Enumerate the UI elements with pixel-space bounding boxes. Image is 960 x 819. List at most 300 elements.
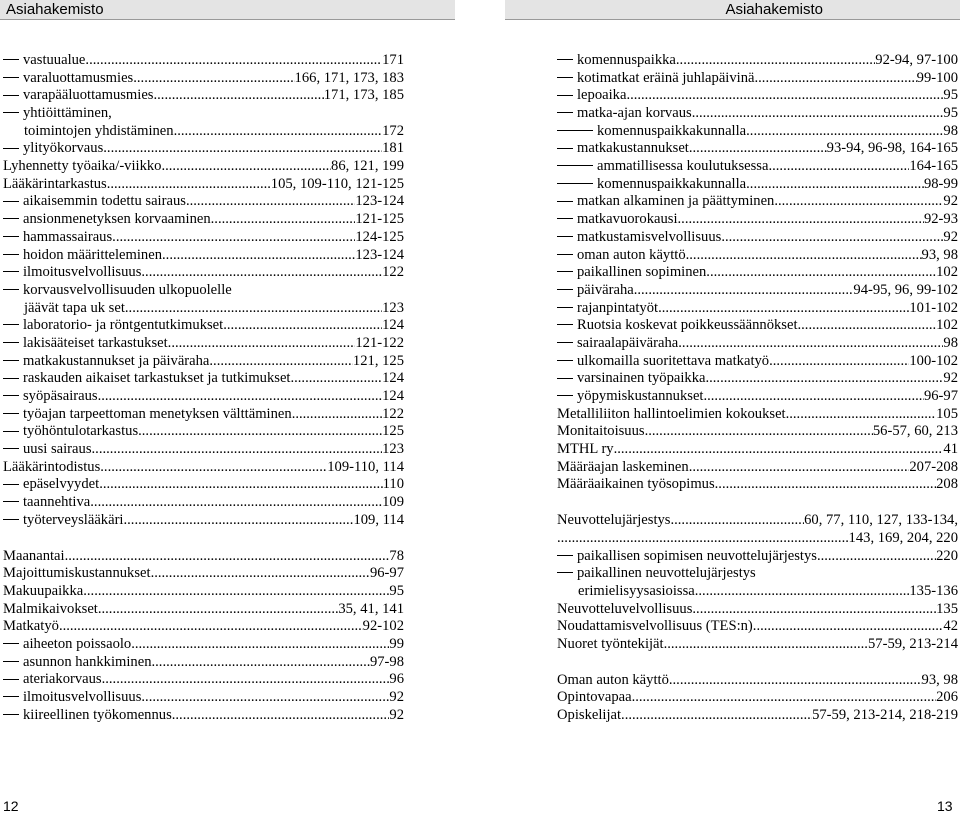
dot-leader xyxy=(621,707,812,725)
index-term xyxy=(557,353,769,371)
index-term-text: komennuspaikkakunnalla xyxy=(597,175,747,192)
subentry-dash xyxy=(3,643,19,644)
index-entry xyxy=(3,512,404,530)
index-entry xyxy=(557,477,958,495)
index-term xyxy=(3,654,152,672)
index-entry xyxy=(557,70,958,88)
index-term xyxy=(557,70,755,88)
index-page-ref: 101-102 xyxy=(909,299,958,316)
index-entry xyxy=(3,459,404,477)
index-term-text: MTHL ry xyxy=(557,441,614,458)
index-page-ref: 121, 125 xyxy=(352,352,404,369)
index-entry xyxy=(557,672,958,690)
index-entry xyxy=(557,636,958,654)
dot-leader xyxy=(669,672,922,690)
index-page-ref: 124-125 xyxy=(355,228,404,245)
index-page-ref: 97-98 xyxy=(369,653,404,670)
index-page-ref: 56-57, 60, 213 xyxy=(872,423,958,440)
index-entry xyxy=(557,229,958,247)
subentry-dash xyxy=(3,431,19,432)
dot-leader xyxy=(98,388,383,406)
subentry-dash xyxy=(557,324,573,325)
dot-leader xyxy=(172,707,390,725)
index-page-ref: 123-124 xyxy=(355,246,404,263)
index-entry xyxy=(557,565,958,583)
right-index-column xyxy=(557,52,958,725)
subentry-dash xyxy=(557,271,573,272)
index-entry xyxy=(557,423,958,441)
dot-leader xyxy=(557,530,849,548)
index-page-ref: 123 xyxy=(382,441,404,458)
subentry-dash xyxy=(557,289,573,290)
index-page-ref: 41 xyxy=(943,441,958,458)
subentry-dash xyxy=(557,572,573,573)
index-page-ref: 181 xyxy=(382,140,404,157)
index-page-ref: 42 xyxy=(943,618,958,635)
index-term xyxy=(3,52,85,70)
index-term-text: Majoittumiskustannukset xyxy=(3,565,151,582)
index-term xyxy=(557,459,689,477)
index-entry xyxy=(3,601,404,619)
index-term xyxy=(3,317,223,335)
index-term-text: kotimatkat eräinä juhlapäivinä xyxy=(577,69,755,86)
index-page-ref: 57-59, 213-214, 218-219 xyxy=(812,707,958,724)
index-page-ref: 95 xyxy=(389,582,404,599)
index-entry xyxy=(3,406,404,424)
index-term-text: paikallinen neuvottelujärjestys xyxy=(577,565,756,582)
index-term-text: Matkatyö xyxy=(3,618,59,635)
index-term-text: työajan tarpeettoman menetyksen välttäminen xyxy=(23,405,292,422)
right-header-title: Asiahakemisto xyxy=(725,1,823,18)
index-term xyxy=(557,388,703,406)
index-entry xyxy=(557,618,958,636)
index-term-text: Noudattamisvelvollisuus (TES:n) xyxy=(557,618,753,635)
dot-leader xyxy=(124,512,354,530)
index-entry xyxy=(557,282,958,300)
index-term xyxy=(557,548,817,566)
dot-leader xyxy=(168,335,356,353)
index-page-ref: 110 xyxy=(382,476,404,493)
subentry-dash xyxy=(557,183,593,184)
index-entry xyxy=(3,70,404,88)
index-entry xyxy=(3,618,404,636)
index-page-ref: 164-165 xyxy=(909,158,958,175)
index-term xyxy=(557,601,692,619)
dot-leader xyxy=(138,423,382,441)
subentry-dash xyxy=(557,307,573,308)
index-page-ref: 95 xyxy=(943,87,958,104)
index-term-text: matka-ajan korvaus xyxy=(577,105,692,122)
dot-leader xyxy=(90,494,382,512)
index-term xyxy=(557,123,746,141)
index-entry xyxy=(557,158,958,176)
index-term xyxy=(3,335,168,353)
subentry-dash xyxy=(3,236,19,237)
dot-leader xyxy=(634,282,854,300)
right-header-rule xyxy=(505,19,960,20)
index-entry xyxy=(3,211,404,229)
index-term xyxy=(557,247,686,265)
index-term-text: korvausvelvollisuuden ulkopuolelle xyxy=(23,281,232,298)
index-page-ref: 96-97 xyxy=(369,565,404,582)
index-entry xyxy=(557,353,958,371)
dot-leader xyxy=(695,583,910,601)
subentry-dash xyxy=(3,395,19,396)
index-term-text: erimielisyysasioissa xyxy=(578,582,695,599)
dot-leader xyxy=(290,370,382,388)
dot-leader xyxy=(83,583,389,601)
subentry-dash xyxy=(3,378,19,379)
index-term xyxy=(3,140,103,158)
index-term xyxy=(3,87,154,105)
subentry-dash xyxy=(3,289,19,290)
index-page-ref: 206 xyxy=(936,689,958,706)
index-term xyxy=(557,583,695,601)
index-term-text: komennuspaikka xyxy=(577,51,676,68)
index-entry xyxy=(557,176,958,194)
index-term xyxy=(557,335,678,353)
index-page-ref: 121-125 xyxy=(355,211,404,228)
dot-leader xyxy=(98,601,338,619)
index-term-text: ilmoitusvelvollisuus xyxy=(23,689,142,706)
index-entry xyxy=(3,87,404,105)
index-entry xyxy=(3,140,404,158)
index-term xyxy=(557,52,676,70)
subentry-dash xyxy=(557,360,573,361)
index-entry xyxy=(3,654,404,672)
index-term xyxy=(557,406,786,424)
subentry-dash xyxy=(557,395,573,396)
dot-leader xyxy=(746,176,924,194)
dot-leader xyxy=(186,193,355,211)
index-page-ref: 122 xyxy=(382,405,404,422)
index-term-text: toimintojen yhdistäminen xyxy=(24,122,174,139)
dot-leader xyxy=(689,140,827,158)
index-page-ref: 99-100 xyxy=(916,69,958,86)
index-term xyxy=(557,565,756,583)
dot-leader xyxy=(162,247,355,265)
index-page-ref: 207-208 xyxy=(909,458,958,475)
subentry-dash xyxy=(3,413,19,414)
index-page-ref: 98 xyxy=(943,334,958,351)
index-term xyxy=(557,618,753,636)
subentry-dash xyxy=(3,201,19,202)
index-term-text: Monitaitoisuus xyxy=(557,423,645,440)
index-term-text: Nuoret työntekijät xyxy=(557,635,664,652)
index-page-ref: 92 xyxy=(943,370,958,387)
index-term-text: Malmikaivokset xyxy=(3,600,98,617)
dot-leader xyxy=(65,548,390,566)
index-entry xyxy=(3,282,404,300)
index-term-text: matkakustannukset xyxy=(577,140,689,157)
index-term-text: työhöntulotarkastus xyxy=(23,423,139,440)
index-term xyxy=(557,370,705,388)
index-term xyxy=(557,672,669,690)
subentry-dash xyxy=(3,271,19,272)
index-entry xyxy=(3,494,404,512)
subentry-dash xyxy=(3,95,19,96)
index-term xyxy=(557,423,645,441)
dot-leader xyxy=(692,601,936,619)
index-entry xyxy=(3,689,404,707)
dot-leader xyxy=(211,211,356,229)
index-term xyxy=(557,636,664,654)
index-page-ref: 60, 77, 110, 127, 133-134, xyxy=(804,512,958,529)
index-entry xyxy=(557,317,958,335)
index-term xyxy=(3,264,141,282)
index-page-ref: 105 xyxy=(936,405,958,422)
left-header-rule xyxy=(0,19,455,20)
dot-leader xyxy=(786,406,937,424)
left-header-title: Asiahakemisto xyxy=(6,1,104,18)
subentry-dash xyxy=(557,59,573,60)
subentry-dash xyxy=(557,201,573,202)
index-page-ref: 78 xyxy=(389,547,404,564)
index-entry xyxy=(3,247,404,265)
index-page-ref: 171 xyxy=(382,51,404,68)
index-entry xyxy=(3,229,404,247)
index-term-text: työterveyslääkäri xyxy=(23,511,124,528)
index-term xyxy=(3,176,107,194)
index-entry xyxy=(557,300,958,318)
index-term xyxy=(3,459,100,477)
index-page-ref: 105, 109-110, 121-125 xyxy=(270,175,404,192)
index-term xyxy=(3,388,98,406)
index-term xyxy=(557,87,626,105)
dot-leader xyxy=(676,52,875,70)
index-page-ref: 92-94, 97-100 xyxy=(875,51,958,68)
index-page-ref: 124 xyxy=(382,370,404,387)
index-term-text: matkavuorokausi xyxy=(577,211,678,228)
index-term-text: matkan alkaminen ja päättyminen xyxy=(577,193,775,210)
index-term xyxy=(3,441,92,459)
dot-leader xyxy=(99,476,382,494)
index-term-text: Ruotsia koskevat poikkeussäännökset xyxy=(577,317,798,334)
index-term-text: Määräaikainen työsopimus xyxy=(557,476,715,493)
index-entry xyxy=(557,459,958,477)
index-entry xyxy=(3,264,404,282)
subentry-dash xyxy=(3,696,19,697)
index-entry xyxy=(557,388,958,406)
subentry-dash xyxy=(3,484,19,485)
dot-leader xyxy=(174,123,383,141)
dot-leader xyxy=(705,370,943,388)
index-term xyxy=(3,618,59,636)
dot-leader xyxy=(125,300,382,318)
dot-leader xyxy=(131,636,389,654)
index-term-text: Oman auton käyttö xyxy=(557,671,669,688)
dot-leader xyxy=(292,406,382,424)
index-entry xyxy=(557,370,958,388)
subentry-dash xyxy=(557,95,573,96)
index-page-ref: 172 xyxy=(382,122,404,139)
index-term-text: varsinainen työpaikka xyxy=(577,370,706,387)
dot-leader xyxy=(223,317,382,335)
subentry-dash xyxy=(557,236,573,237)
index-entry xyxy=(557,335,958,353)
dot-leader xyxy=(161,158,331,176)
dot-leader xyxy=(658,300,909,318)
index-term-text: Opiskelijat xyxy=(557,707,622,724)
index-page-ref: 125 xyxy=(382,423,404,440)
index-term-text: syöpäsairaus xyxy=(23,388,98,405)
index-entry xyxy=(3,335,404,353)
index-term-text: ateriakorvaus xyxy=(23,671,102,688)
left-page-number: 12 xyxy=(3,798,19,814)
index-entry xyxy=(557,123,958,141)
index-term xyxy=(557,176,746,194)
subentry-dash xyxy=(3,218,19,219)
index-term-text: yhtiöittäminen, xyxy=(23,105,112,122)
dot-leader xyxy=(686,247,922,265)
index-entry xyxy=(3,583,404,601)
index-term xyxy=(557,229,721,247)
index-term-text: raskauden aikaiset tarkastukset ja tutkimukset xyxy=(23,370,291,387)
index-entry xyxy=(3,317,404,335)
dot-leader xyxy=(769,353,909,371)
index-term-text: yöpymiskustannukset xyxy=(577,388,704,405)
index-page-ref: 96-97 xyxy=(923,388,958,405)
subentry-dash xyxy=(557,342,573,343)
index-page-ref: 93, 98 xyxy=(921,246,958,263)
index-term xyxy=(3,689,141,707)
index-page-ref: 124 xyxy=(382,388,404,405)
subentry-dash xyxy=(3,324,19,325)
index-term xyxy=(557,193,774,211)
dot-leader xyxy=(678,211,924,229)
index-term-text: Määräajan laskeminen xyxy=(557,458,689,475)
index-term-text: taannehtiva xyxy=(23,494,91,511)
index-term-text: hammassairaus xyxy=(23,228,113,245)
index-entry xyxy=(3,176,404,194)
subentry-dash xyxy=(557,165,593,166)
index-page-ref: 100-102 xyxy=(909,352,958,369)
index-page-ref: 86, 121, 199 xyxy=(331,158,404,175)
index-term-text: varapääluottamusmies xyxy=(23,87,154,104)
index-entry xyxy=(3,707,404,725)
dot-leader xyxy=(706,264,936,282)
index-page-ref: 124 xyxy=(382,317,404,334)
dot-leader xyxy=(798,317,937,335)
index-term-text: varaluottamusmies xyxy=(23,69,134,86)
dot-leader xyxy=(154,87,324,105)
index-entry xyxy=(3,370,404,388)
dot-leader xyxy=(152,654,370,672)
index-entry xyxy=(557,211,958,229)
dot-leader xyxy=(678,335,943,353)
index-term-text: paikallinen sopiminen xyxy=(577,264,707,281)
index-term-text: Lyhennetty työaika/-viikko xyxy=(3,158,162,175)
index-term-text: vastuualue xyxy=(23,51,86,68)
index-term-text: aiheeton poissaolo xyxy=(23,635,132,652)
dot-leader xyxy=(107,176,271,194)
index-entry xyxy=(3,353,404,371)
index-term xyxy=(3,423,138,441)
index-term-text: ammatillisessa koulutuksessa xyxy=(597,158,769,175)
index-page-ref: 92-102 xyxy=(362,618,404,635)
index-term-text: epäselvyydet xyxy=(23,476,100,493)
index-page-ref: 220 xyxy=(936,547,958,564)
index-entry xyxy=(557,194,958,212)
index-term-text: jäävät tapa uk set xyxy=(24,299,125,316)
index-entry xyxy=(3,105,404,123)
index-entry xyxy=(557,406,958,424)
index-entry xyxy=(557,530,958,548)
dot-leader xyxy=(703,388,923,406)
index-entry xyxy=(557,105,958,123)
index-page-ref: 92 xyxy=(389,706,404,723)
index-page-ref: 95 xyxy=(943,105,958,122)
dot-leader xyxy=(112,229,355,247)
index-term-text: ansionmenetyksen korvaaminen xyxy=(23,211,211,228)
index-term xyxy=(557,300,658,318)
index-term xyxy=(3,494,90,512)
index-term xyxy=(557,105,692,123)
index-term xyxy=(3,671,102,689)
index-entry xyxy=(3,300,404,318)
index-term-text: uusi sairaus xyxy=(23,441,92,458)
index-page-ref: 57-59, 213-214 xyxy=(868,635,958,652)
index-term xyxy=(557,282,634,300)
subentry-dash xyxy=(557,77,573,78)
subentry-dash xyxy=(3,148,19,149)
subentry-dash xyxy=(557,555,573,556)
dot-leader xyxy=(721,229,943,247)
index-term xyxy=(3,548,65,566)
subentry-dash xyxy=(3,448,19,449)
index-term-text: asunnon hankkiminen xyxy=(23,653,152,670)
right-page-number: 13 xyxy=(937,798,953,814)
index-page-ref: 92 xyxy=(389,689,404,706)
index-term-text: paikallisen sopimisen neuvottelujärjestys xyxy=(577,547,817,564)
index-term-text: komennuspaikkakunnalla xyxy=(597,122,747,139)
index-entry xyxy=(557,707,958,725)
index-term xyxy=(3,601,98,619)
index-term-text: matkakustannukset ja päiväraha xyxy=(23,352,210,369)
index-entry xyxy=(3,671,404,689)
index-term xyxy=(3,105,112,123)
subentry-dash xyxy=(3,59,19,60)
index-term xyxy=(3,370,290,388)
index-entry xyxy=(3,194,404,212)
dot-leader xyxy=(626,87,943,105)
subentry-dash xyxy=(3,661,19,662)
subentry-dash xyxy=(3,501,19,502)
index-term xyxy=(3,512,124,530)
left-index-column xyxy=(3,52,404,724)
dot-leader xyxy=(103,140,382,158)
index-entry xyxy=(557,512,958,530)
index-entry xyxy=(557,264,958,282)
index-term xyxy=(557,317,798,335)
subentry-dash xyxy=(557,148,573,149)
index-entry xyxy=(3,388,404,406)
index-term xyxy=(557,140,689,158)
index-page-ref: 135-136 xyxy=(909,582,958,599)
subentry-dash xyxy=(557,218,573,219)
dot-leader xyxy=(645,423,873,441)
index-page-ref: 143, 169, 204, 220 xyxy=(848,529,958,546)
index-term-text: Metalliliiton hallintoelimien kokoukset xyxy=(557,405,786,422)
index-term xyxy=(3,476,99,494)
index-term-text: Neuvotteluvelvollisuus xyxy=(557,600,693,617)
index-term-text: kiireellinen työkomennus xyxy=(23,706,172,723)
index-entry xyxy=(557,247,958,265)
dot-leader xyxy=(102,671,390,689)
index-page-ref: 35, 41, 141 xyxy=(338,600,404,617)
index-page-ref: 92 xyxy=(943,193,958,210)
dot-leader xyxy=(209,353,353,371)
